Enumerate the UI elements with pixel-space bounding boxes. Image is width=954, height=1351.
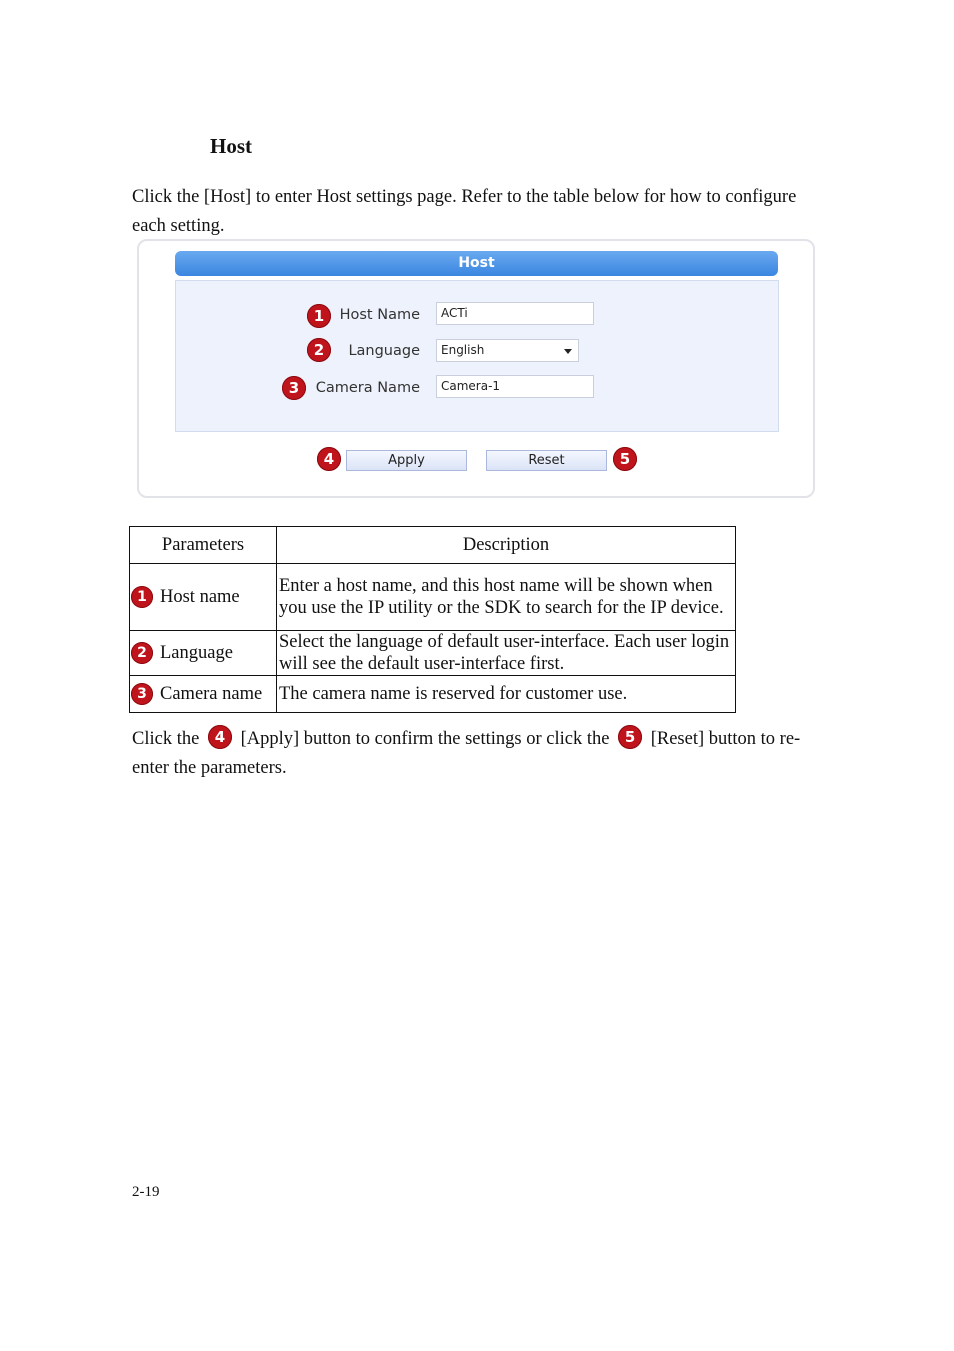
language-select-value: English xyxy=(441,343,485,357)
marker-5-icon: 5 xyxy=(618,725,642,749)
page-number: 2-19 xyxy=(132,1184,160,1200)
desc-cell: Select the language of default user-interface. Each user login will see the default user-interface first. xyxy=(277,631,736,676)
marker-1-icon: 1 xyxy=(131,586,153,608)
marker-2-icon: 2 xyxy=(131,642,153,664)
camera-name-input[interactable]: Camera-1 xyxy=(436,375,594,398)
param-cell xyxy=(130,676,277,713)
marker-4-icon: 4 xyxy=(317,447,341,471)
table-row xyxy=(130,564,736,631)
marker-2-icon: 2 xyxy=(307,338,331,362)
apply-button[interactable]: Apply xyxy=(346,450,467,471)
marker-4-icon: 4 xyxy=(208,725,232,749)
outro-text-1: Click the xyxy=(132,729,200,749)
param-camera-name: Camera name xyxy=(160,684,263,704)
language-label: Language xyxy=(348,343,420,359)
param-cell xyxy=(130,564,277,631)
marker-3-icon: 3 xyxy=(282,376,306,400)
table-header-row xyxy=(130,527,736,564)
host-name-input[interactable]: ACTi xyxy=(436,302,594,325)
param-cell xyxy=(130,631,277,676)
outro-text-3: [Reset] button to re-enter the parameters. xyxy=(132,729,801,778)
header-parameters: Parameters xyxy=(130,527,277,564)
host-title-bar: Host xyxy=(175,251,778,276)
section-heading: Host xyxy=(210,134,252,158)
table-row xyxy=(130,676,736,713)
language-select[interactable] xyxy=(436,339,579,362)
camera-name-label: Camera Name xyxy=(315,380,420,396)
marker-1-icon: 1 xyxy=(307,304,331,328)
intro-paragraph: Click the [Host] to enter Host settings page. Refer to the table below for how to configure each setting. xyxy=(132,187,797,236)
desc-cell: Enter a host name, and this host name will be shown when you use the IP utility or the SDK to search for the IP device. xyxy=(277,564,736,631)
param-language: Language xyxy=(160,643,233,663)
parameters-table xyxy=(129,526,736,713)
chevron-down-icon xyxy=(564,349,572,354)
table-row xyxy=(130,631,736,676)
marker-3-icon: 3 xyxy=(131,683,153,705)
reset-button[interactable]: Reset xyxy=(486,450,607,471)
outro-text-2: [Apply] button to confirm the settings or click the xyxy=(240,729,610,749)
param-host-name: Host name xyxy=(160,587,240,607)
header-description: Description xyxy=(277,527,736,564)
marker-5-icon: 5 xyxy=(613,447,637,471)
desc-cell: The camera name is reserved for customer use. xyxy=(277,676,736,713)
host-name-label: Host Name xyxy=(339,307,420,323)
outro-paragraph xyxy=(132,725,832,783)
